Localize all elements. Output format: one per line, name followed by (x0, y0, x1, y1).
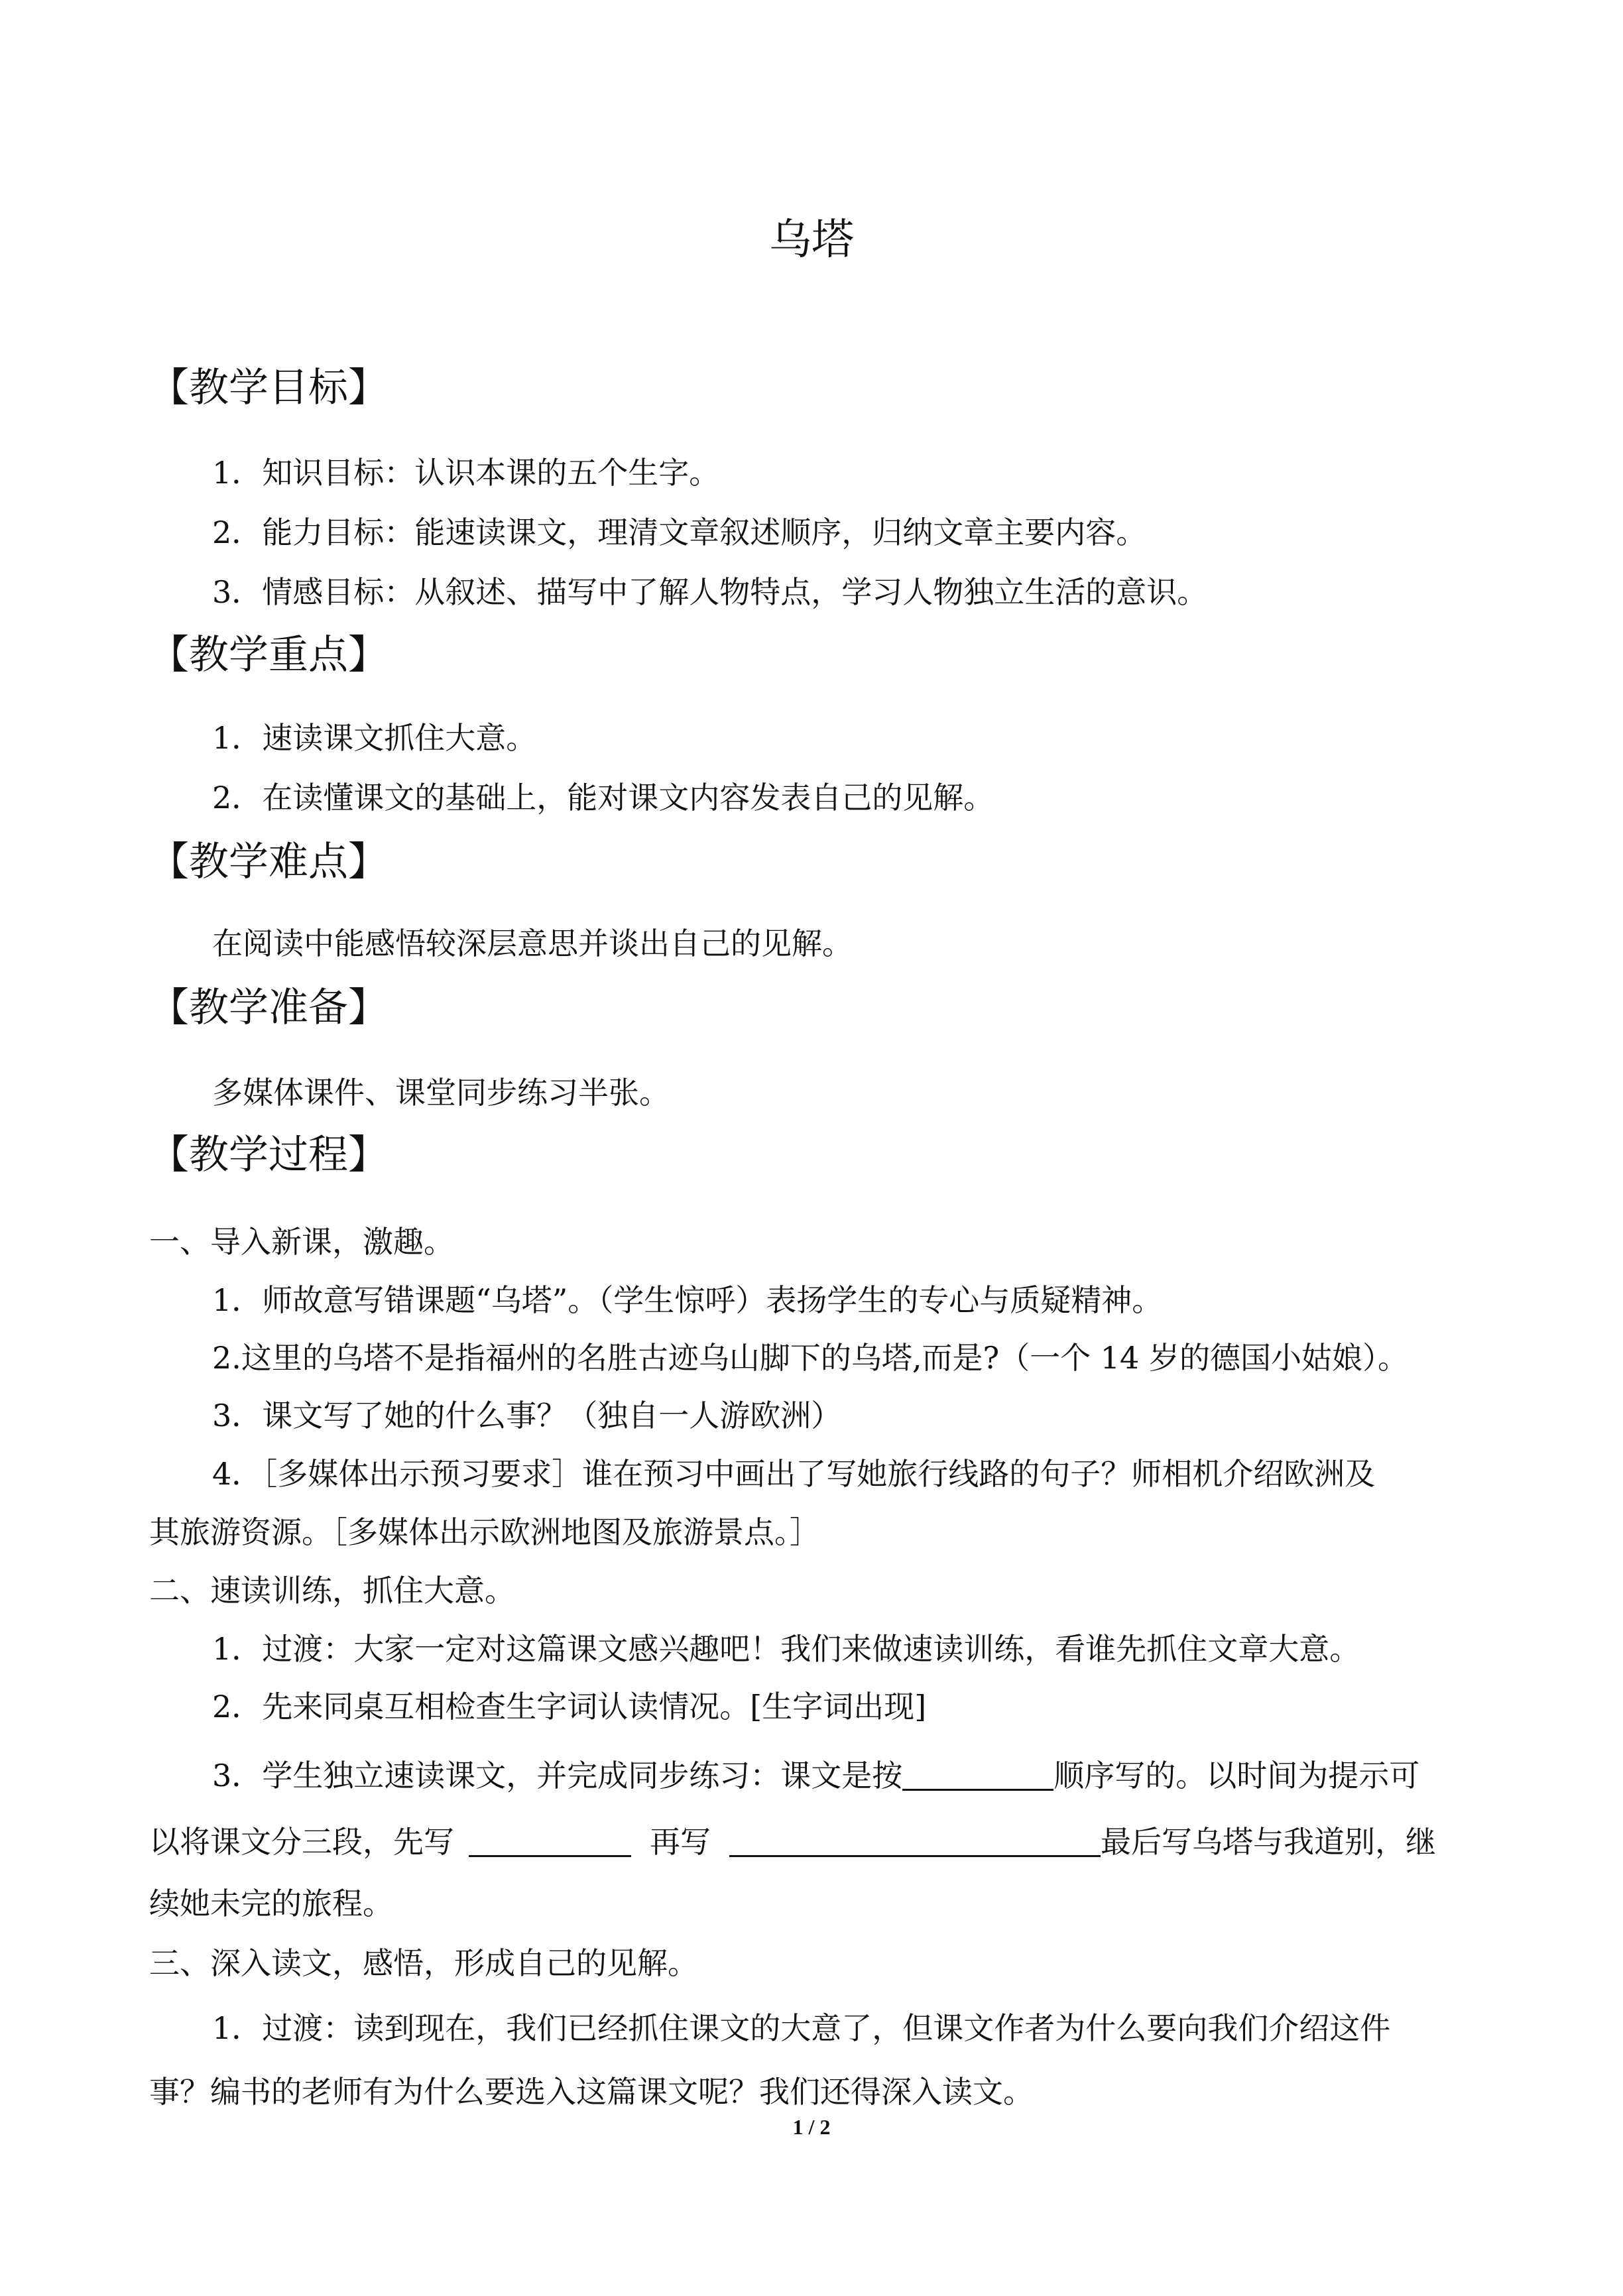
process-part-title: 一、导入新课，激趣。 (149, 1224, 454, 1260)
fill-in-blank (902, 1758, 1053, 1791)
fill-in-blank (469, 1825, 631, 1857)
key-point-item: 2．在读懂课文的基础上，能对课文内容发表自己的见解。 (212, 780, 994, 816)
page-number: 1 / 2 (792, 2115, 831, 2139)
heading-preparation: 【教学准备】 (149, 985, 388, 1031)
process-part-title: 二、速读训练，抓住大意。 (149, 1573, 515, 1608)
exercise-text: 再写 (650, 1824, 711, 1860)
exercise-text: 最后写乌塔与我道别，继 (1101, 1824, 1436, 1860)
difficulties-text: 在阅读中能感悟较深层意思并谈出自己的见解。 (212, 926, 853, 961)
heading-process: 【教学过程】 (149, 1132, 388, 1178)
process-paragraph-continued: 事？编书的老师有为什么要选入这篇课文呢？我们还得深入读文。 (149, 2074, 1034, 2110)
process-paragraph-continued: 其旅游资源。［多媒体出示欧洲地图及旅游景点。］ (149, 1514, 820, 1550)
process-paragraph: 1．过渡：大家一定对这篇课文感兴趣吧！我们来做速读训练，看谁先抓住文章大意。 (212, 1631, 1360, 1667)
process-paragraph: 2．先来同桌互相检查生字词认读情况。[生字词出现] (212, 1689, 927, 1724)
process-paragraph: 2.这里的乌塔不是指福州的名胜古迹乌山脚下的乌塔,而是?（一个 14 岁的德国小姑娘）。 (212, 1340, 1408, 1376)
process-paragraph: 3．课文写了她的什么事？（独自一人游欧洲） (212, 1398, 842, 1433)
process-paragraph: 4．［多媒体出示预习要求］谁在预习中画出了写她旅行线路的句子？师相机介绍欧洲及 (212, 1456, 1376, 1492)
heading-teaching-goals: 【教学目标】 (149, 365, 388, 411)
goal-item: 1．知识目标：认识本课的五个生字。 (212, 455, 720, 491)
goal-item: 2．能力目标：能速读课文，理清文章叙述顺序，归纳文章主要内容。 (212, 514, 1147, 550)
exercise-text: 3．学生独立速读课文，并完成同步练习：课文是按 (212, 1758, 903, 1793)
key-point-item: 1．速读课文抓住大意。 (212, 720, 537, 756)
exercise-text: 顺序写的。以时间为提示可 (1053, 1758, 1420, 1793)
preparation-text: 多媒体课件、课堂同步练习半张。 (212, 1075, 670, 1111)
process-paragraph: 1．师故意写错课题“乌塔”。（学生惊呼）表扬学生的专心与质疑精神。 (212, 1282, 1163, 1318)
heading-difficulties: 【教学难点】 (149, 839, 388, 885)
heading-key-points: 【教学重点】 (149, 632, 388, 678)
exercise-line-continued: 续她未完的旅程。 (149, 1886, 393, 1921)
document-title: 乌塔 (769, 215, 854, 265)
process-part-title: 三、深入读文，感悟，形成自己的见解。 (149, 1945, 698, 1981)
goal-item: 3．情感目标：从叙述、描写中了解人物特点，学习人物独立生活的意识。 (212, 574, 1208, 610)
exercise-text: 以将课文分三段，先写 (149, 1824, 454, 1860)
process-paragraph: 1．过渡：读到现在，我们已经抓住课文的大意了，但课文作者为什么要向我们介绍这件 (212, 2010, 1391, 2046)
exercise-line (149, 1824, 1436, 1860)
exercise-line (212, 1758, 1419, 1791)
fill-in-blank (729, 1825, 1101, 1857)
